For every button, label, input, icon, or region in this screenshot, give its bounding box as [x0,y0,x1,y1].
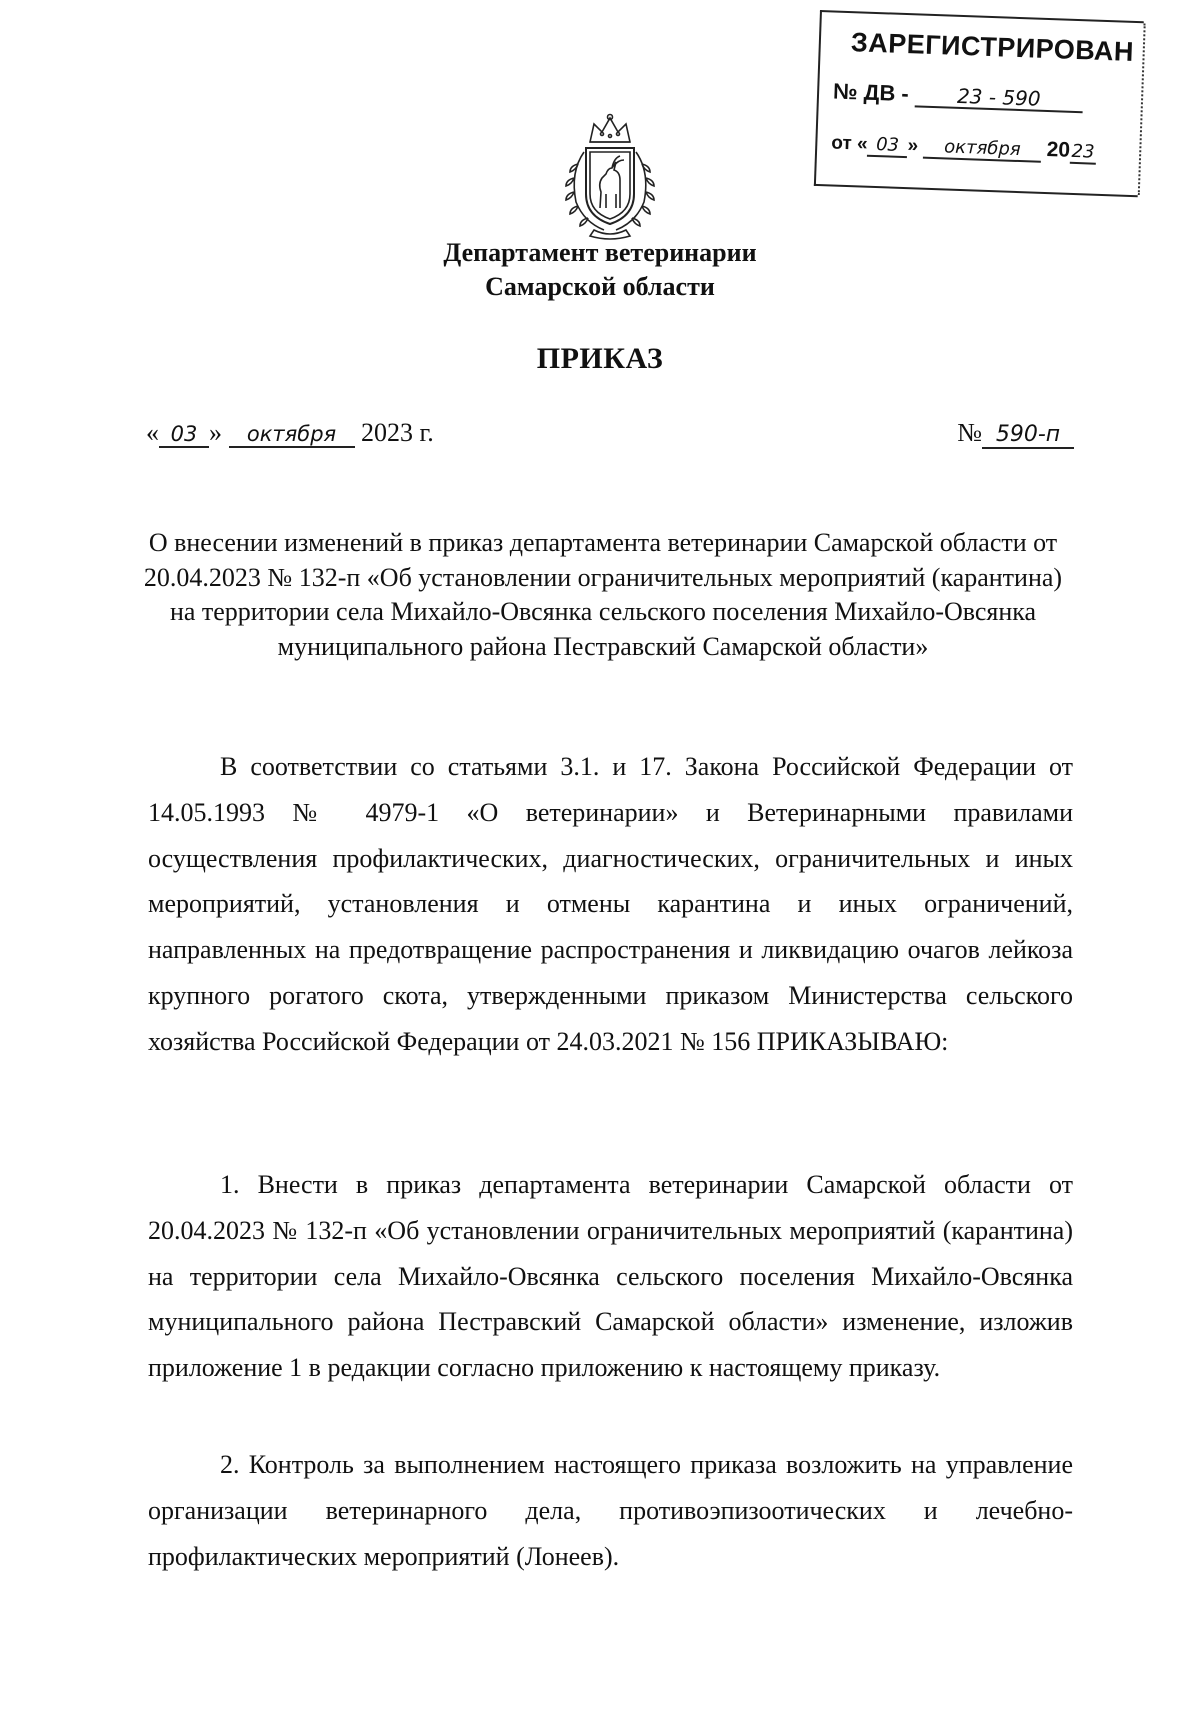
order-date-year: 2023 г. [361,418,434,447]
registration-stamp [814,10,1144,197]
body-item-2: 2. Контроль за выполнением настоящего приказа возложить на управление организации ветеринарного дела, противоэпизоотических и лечебно-профилактических мероприятий (Лонеев). [148,1450,1073,1571]
samara-coat-of-arms-icon [554,112,666,240]
stamp-number-row [833,79,1084,114]
body-preamble: В соответствии со статьями 3.1. и 17. Закона Российской Федерации от 14.05.1993 № 4979-1 «О ветеринарии» и Ветеринарными правилами осуществления профилактических, диагностических, ограничительных и иных мероприятий, установления и отмены карантина и иных ограничений, направленных на предотвращение распространения и ликвидацию очагов лейкоза крупного рогатого скота, утвержденными приказом Министерства сельского хозяйства Российской Федерации от 24.03.2021 № 156 ПРИКАЗЫВАЮ: [148,752,1073,1056]
order-date-day-handwritten: 03 [159,423,209,448]
department-region: Самарской области [485,272,715,301]
order-date-month-handwritten: октября [229,423,355,448]
date-close-quote: » [209,418,222,447]
stamp-date-mid: » [907,135,919,157]
order-date [146,418,434,448]
document-type-title: ПРИКАЗ [536,342,664,375]
date-open-quote: « [146,418,159,447]
stamp-title: ЗАРЕГИСТРИРОВАН [850,27,1135,67]
stamp-year-prefix: 20 [1046,138,1071,162]
stamp-number-label: № ДВ - [832,78,910,107]
stamp-date-row [831,130,1097,164]
stamp-date-month-handwritten: октября [923,137,1042,163]
stamp-date-prefix: от « [830,132,869,155]
order-number-handwritten: 590-п [982,423,1074,449]
stamp-year-suffix-handwritten: 23 [1071,140,1095,163]
body-item-1: 1. Внести в приказ департамента ветеринарии Самарской области от 20.04.2023 № 132-п «Об установлении ограничительных мероприятий (карантина) на территории села Михайло-Овсянка сельского поселения Михайло-Овсянка муниципального района Пестравский Самарской области» изменение, изложив приложение 1 в редакции согласно приложению к настоящему приказу. [148,1170,1073,1383]
department-name: Департамент ветеринарии [443,238,757,267]
order-number-label: № [957,418,982,447]
stamp-date-day-handwritten: 03 [867,135,908,158]
order-number [957,418,1074,449]
order-subject: О внесении изменений в приказ департамента ветеринарии Самарской области от 20.04.2023 № 132-п «Об установлении ограничительных мероприятий (карантина) на территории села Михайло-Овсянка сельского поселения Михайло-Овсянка муниципального района Пестравский Самарской области» [143,528,1063,661]
stamp-number-handwritten: 23 - 590 [914,83,1083,113]
